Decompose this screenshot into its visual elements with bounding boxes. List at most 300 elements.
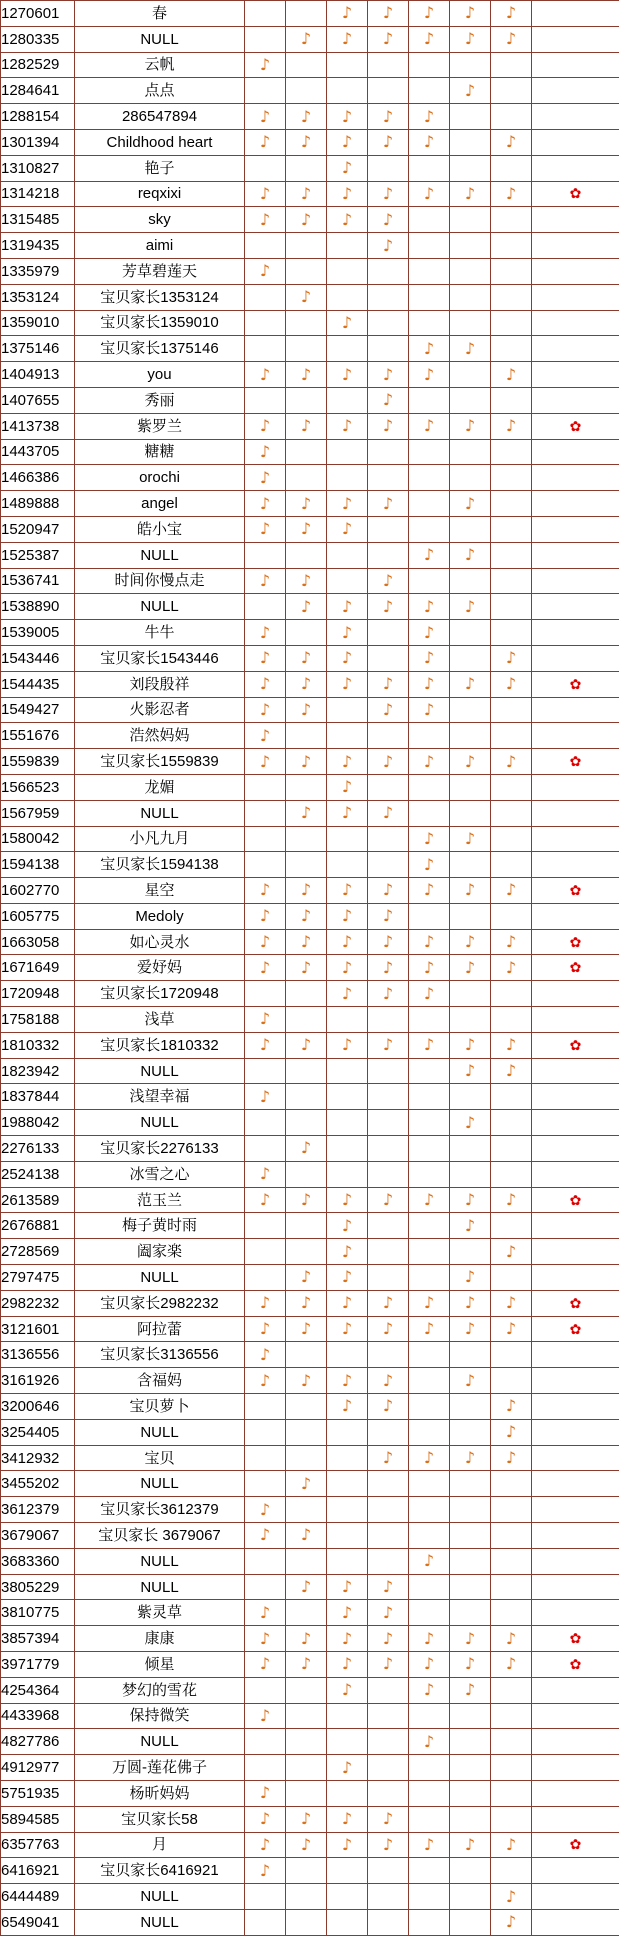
- mark-cell-1: [245, 1574, 286, 1600]
- mark-cell-5: [409, 542, 450, 568]
- mark-cell-7: [491, 233, 532, 259]
- mark-cell-4: [368, 594, 409, 620]
- music-note-icon: ♪: [259, 1499, 271, 1519]
- music-note-icon: ♪: [259, 1628, 271, 1648]
- mark-cell-1: [245, 104, 286, 130]
- mark-cell-4: [368, 155, 409, 181]
- award-cell: [532, 465, 619, 491]
- mark-cell-1: [245, 1858, 286, 1884]
- mark-cell-1: [245, 1497, 286, 1523]
- music-note-icon: ♪: [464, 957, 476, 977]
- award-cell: [532, 1187, 619, 1213]
- mark-cell-6: [450, 1394, 491, 1420]
- member-id-cell: 1671649: [1, 955, 75, 981]
- mark-cell-1: [245, 929, 286, 955]
- music-note-icon: ♪: [382, 1809, 394, 1829]
- music-note-icon: ♪: [341, 1577, 353, 1596]
- table-row: [1, 1806, 619, 1832]
- mark-cell-6: [450, 1161, 491, 1187]
- music-note-icon: ♪: [259, 1035, 271, 1055]
- member-name-cell: NULL: [75, 594, 245, 620]
- mark-cell-7: [491, 852, 532, 878]
- mark-cell-1: [245, 1703, 286, 1729]
- music-note-icon: ♪: [300, 132, 312, 152]
- music-note-icon: ♪: [341, 674, 353, 694]
- award-cell: [532, 1626, 619, 1652]
- mark-cell-2: [286, 1471, 327, 1497]
- music-note-icon: ♪: [341, 648, 353, 668]
- mark-cell-3: [327, 800, 368, 826]
- mark-cell-1: [245, 1265, 286, 1291]
- mark-cell-5: [409, 1755, 450, 1781]
- mark-cell-1: [245, 1, 286, 27]
- music-note-icon: ♪: [300, 1267, 312, 1287]
- table-row: [1, 155, 619, 181]
- music-note-icon: ♪: [423, 622, 435, 642]
- member-id-cell: 1594138: [1, 852, 75, 878]
- mark-cell-6: [450, 774, 491, 800]
- award-cell: [532, 52, 619, 78]
- mark-cell-2: [286, 1110, 327, 1136]
- member-id-cell: 1353124: [1, 284, 75, 310]
- music-note-icon: ♪: [464, 751, 476, 771]
- mark-cell-1: [245, 749, 286, 775]
- member-name-cell: reqxixi: [75, 181, 245, 207]
- mark-cell-3: [327, 1161, 368, 1187]
- mark-cell-3: [327, 1574, 368, 1600]
- mark-cell-6: [450, 826, 491, 852]
- award-cell: [532, 1161, 619, 1187]
- member-name-cell: 保持微笑: [75, 1703, 245, 1729]
- member-id-cell: 2524138: [1, 1161, 75, 1187]
- mark-cell-6: [450, 1652, 491, 1678]
- mark-cell-1: [245, 1884, 286, 1910]
- mark-cell-1: [245, 1755, 286, 1781]
- mark-cell-3: [327, 1677, 368, 1703]
- mark-cell-7: [491, 1110, 532, 1136]
- mark-cell-7: [491, 1, 532, 27]
- award-cell: [532, 594, 619, 620]
- music-note-icon: ♪: [464, 3, 476, 23]
- music-note-icon: ♪: [341, 1319, 353, 1339]
- mark-cell-1: [245, 1394, 286, 1420]
- mark-cell-1: [245, 568, 286, 594]
- mark-cell-4: [368, 1136, 409, 1162]
- mark-cell-2: [286, 1729, 327, 1755]
- music-note-icon: ♪: [423, 854, 435, 874]
- award-cell: [532, 129, 619, 155]
- mark-cell-5: [409, 1703, 450, 1729]
- award-cell: [532, 749, 619, 775]
- mark-cell-4: [368, 1265, 409, 1291]
- mark-cell-1: [245, 1110, 286, 1136]
- table-row: [1, 1884, 619, 1910]
- member-name-cell: 点点: [75, 78, 245, 104]
- mark-cell-5: [409, 929, 450, 955]
- mark-cell-2: [286, 542, 327, 568]
- mark-cell-4: [368, 749, 409, 775]
- mark-cell-7: [491, 1780, 532, 1806]
- music-note-icon: ♪: [464, 1190, 476, 1210]
- mark-cell-1: [245, 1780, 286, 1806]
- mark-cell-7: [491, 1445, 532, 1471]
- table-row: [1, 1058, 619, 1084]
- mark-cell-7: [491, 1316, 532, 1342]
- mark-cell-1: [245, 1007, 286, 1033]
- award-cell: [532, 697, 619, 723]
- music-note-icon: ♪: [423, 1293, 435, 1313]
- table-row: [1, 78, 619, 104]
- mark-cell-1: [245, 78, 286, 104]
- member-name-cell: 宝贝家长1810332: [75, 1032, 245, 1058]
- table-row: [1, 284, 619, 310]
- member-name-cell: 浩然妈妈: [75, 723, 245, 749]
- mark-cell-1: [245, 1239, 286, 1265]
- award-cell: [532, 233, 619, 259]
- member-name-cell: 芳草碧莲天: [75, 258, 245, 284]
- mark-cell-2: [286, 1316, 327, 1342]
- mark-cell-1: [245, 465, 286, 491]
- mark-cell-6: [450, 1780, 491, 1806]
- music-note-icon: ♪: [341, 803, 353, 823]
- music-note-icon: ♪: [259, 493, 271, 513]
- music-note-icon: ♪: [464, 1035, 476, 1055]
- mark-cell-5: [409, 1084, 450, 1110]
- mark-cell-4: [368, 1213, 409, 1239]
- mark-cell-7: [491, 1187, 532, 1213]
- music-note-icon: ♪: [423, 338, 435, 358]
- mark-cell-2: [286, 1523, 327, 1549]
- member-id-cell: 6416921: [1, 1858, 75, 1884]
- member-id-cell: 4912977: [1, 1755, 75, 1781]
- mark-cell-4: [368, 1187, 409, 1213]
- mark-cell-5: [409, 181, 450, 207]
- music-note-icon: ♪: [259, 416, 271, 436]
- mark-cell-6: [450, 1755, 491, 1781]
- mark-cell-3: [327, 1290, 368, 1316]
- mark-cell-7: [491, 1806, 532, 1832]
- mark-cell-6: [450, 1136, 491, 1162]
- music-note-icon: ♪: [300, 1654, 312, 1674]
- mark-cell-4: [368, 1471, 409, 1497]
- member-name-cell: 艳子: [75, 155, 245, 181]
- table-row: [1, 233, 619, 259]
- member-name-cell: NULL: [75, 1574, 245, 1600]
- member-name-cell: 紫罗兰: [75, 413, 245, 439]
- award-cell: [532, 1652, 619, 1678]
- mark-cell-6: [450, 1574, 491, 1600]
- mark-cell-5: [409, 671, 450, 697]
- mark-cell-5: [409, 1729, 450, 1755]
- mark-cell-5: [409, 1677, 450, 1703]
- mark-cell-4: [368, 1652, 409, 1678]
- table-row: [1, 1187, 619, 1213]
- member-id-cell: 1544435: [1, 671, 75, 697]
- member-name-cell: 阖家楽: [75, 1239, 245, 1265]
- mark-cell-3: [327, 1780, 368, 1806]
- music-note-icon: ♪: [341, 983, 353, 1003]
- mark-cell-4: [368, 620, 409, 646]
- award-cell: [532, 155, 619, 181]
- mark-cell-4: [368, 955, 409, 981]
- music-note-icon: ♪: [505, 1319, 517, 1339]
- mark-cell-5: [409, 645, 450, 671]
- member-name-cell: 宝贝家长1375146: [75, 336, 245, 362]
- award-cell: [532, 516, 619, 542]
- member-name-cell: NULL: [75, 1419, 245, 1445]
- mark-cell-1: [245, 800, 286, 826]
- mark-cell-7: [491, 78, 532, 104]
- table-row: [1, 671, 619, 697]
- mark-cell-7: [491, 439, 532, 465]
- mark-cell-2: [286, 1497, 327, 1523]
- mark-cell-5: [409, 1832, 450, 1858]
- mark-cell-1: [245, 1290, 286, 1316]
- mark-cell-3: [327, 929, 368, 955]
- music-note-icon: ♪: [464, 1293, 476, 1313]
- member-name-cell: 含福妈: [75, 1368, 245, 1394]
- music-note-icon: ♪: [300, 803, 312, 823]
- mark-cell-2: [286, 1187, 327, 1213]
- mark-cell-5: [409, 1239, 450, 1265]
- mark-cell-6: [450, 439, 491, 465]
- mark-cell-1: [245, 1832, 286, 1858]
- music-note-icon: ♪: [382, 364, 394, 384]
- table-row: [1, 1368, 619, 1394]
- mark-cell-6: [450, 1316, 491, 1342]
- table-row: [1, 1703, 619, 1729]
- mark-cell-2: [286, 310, 327, 336]
- mark-cell-7: [491, 1729, 532, 1755]
- mark-cell-1: [245, 1909, 286, 1935]
- music-note-icon: ♪: [259, 261, 271, 281]
- mark-cell-2: [286, 1703, 327, 1729]
- member-id-cell: 2676881: [1, 1213, 75, 1239]
- table-row: [1, 1445, 619, 1471]
- member-id-cell: 1720948: [1, 981, 75, 1007]
- award-cell: [532, 1342, 619, 1368]
- table-body: [1, 1, 619, 1936]
- mark-cell-5: [409, 568, 450, 594]
- member-name-cell: 月: [75, 1832, 245, 1858]
- music-note-icon: ♪: [505, 1061, 517, 1081]
- mark-cell-4: [368, 1832, 409, 1858]
- music-note-icon: ♪: [259, 106, 271, 126]
- award-cell: [532, 1007, 619, 1033]
- table-row: [1, 387, 619, 413]
- music-note-icon: ♪: [505, 751, 517, 771]
- music-note-icon: ♪: [259, 467, 271, 487]
- music-note-icon: ♪: [259, 1860, 271, 1880]
- music-note-icon: ♪: [300, 1138, 312, 1158]
- award-cell: [532, 1368, 619, 1394]
- member-id-cell: 1282529: [1, 52, 75, 78]
- mark-cell-2: [286, 1161, 327, 1187]
- mark-cell-7: [491, 568, 532, 594]
- mark-cell-1: [245, 826, 286, 852]
- mark-cell-5: [409, 207, 450, 233]
- table-row: [1, 929, 619, 955]
- mark-cell-1: [245, 284, 286, 310]
- award-cell: [532, 1290, 619, 1316]
- member-name-cell: 宝贝家长2276133: [75, 1136, 245, 1162]
- music-note-icon: ♪: [505, 648, 517, 668]
- mark-cell-1: [245, 645, 286, 671]
- member-id-cell: 3161926: [1, 1368, 75, 1394]
- music-note-icon: ♪: [341, 957, 353, 977]
- table-row: [1, 852, 619, 878]
- mark-cell-5: [409, 491, 450, 517]
- mark-cell-2: [286, 1394, 327, 1420]
- flower-icon: ✿: [569, 934, 582, 951]
- music-note-icon: ♪: [259, 751, 271, 771]
- music-note-icon: ♪: [382, 957, 394, 977]
- member-name-cell: 杨昕妈妈: [75, 1780, 245, 1806]
- member-name-cell: Medoly: [75, 903, 245, 929]
- table-row: [1, 594, 619, 620]
- mark-cell-2: [286, 697, 327, 723]
- mark-cell-4: [368, 310, 409, 336]
- mark-cell-1: [245, 852, 286, 878]
- award-cell: [532, 903, 619, 929]
- mark-cell-7: [491, 1058, 532, 1084]
- mark-cell-3: [327, 1213, 368, 1239]
- award-cell: [532, 955, 619, 981]
- mark-cell-4: [368, 104, 409, 130]
- mark-cell-4: [368, 903, 409, 929]
- music-note-icon: ♪: [341, 1370, 353, 1390]
- member-name-cell: 宝贝家长6416921: [75, 1858, 245, 1884]
- music-note-icon: ♪: [300, 1525, 312, 1545]
- mark-cell-7: [491, 1239, 532, 1265]
- member-id-cell: 3254405: [1, 1419, 75, 1445]
- mark-cell-6: [450, 1806, 491, 1832]
- mark-cell-3: [327, 1626, 368, 1652]
- flower-icon: ✿: [569, 1321, 582, 1338]
- member-id-cell: 1489888: [1, 491, 75, 517]
- mark-cell-1: [245, 955, 286, 981]
- music-note-icon: ♪: [341, 880, 353, 900]
- mark-cell-1: [245, 1677, 286, 1703]
- mark-cell-7: [491, 1394, 532, 1420]
- mark-cell-2: [286, 1626, 327, 1652]
- table-row: [1, 1342, 619, 1368]
- mark-cell-1: [245, 155, 286, 181]
- table-row: [1, 52, 619, 78]
- table-row: [1, 1548, 619, 1574]
- music-note-icon: ♪: [300, 1577, 312, 1596]
- music-note-icon: ♪: [382, 1448, 394, 1468]
- mark-cell-6: [450, 1, 491, 27]
- mark-cell-2: [286, 1032, 327, 1058]
- member-id-cell: 1567959: [1, 800, 75, 826]
- music-note-icon: ♪: [423, 1551, 435, 1571]
- table-row: [1, 310, 619, 336]
- member-name-cell: you: [75, 362, 245, 388]
- mark-cell-5: [409, 26, 450, 52]
- member-name-cell: 康康: [75, 1626, 245, 1652]
- mark-cell-2: [286, 104, 327, 130]
- mark-cell-1: [245, 1136, 286, 1162]
- table-row: [1, 1239, 619, 1265]
- member-name-cell: 宝贝萝卜: [75, 1394, 245, 1420]
- mark-cell-2: [286, 516, 327, 542]
- mark-cell-5: [409, 336, 450, 362]
- music-note-icon: ♪: [464, 545, 476, 565]
- award-cell: [532, 1419, 619, 1445]
- mark-cell-3: [327, 155, 368, 181]
- member-name-cell: 宝贝家长3136556: [75, 1342, 245, 1368]
- mark-cell-6: [450, 258, 491, 284]
- mark-cell-2: [286, 362, 327, 388]
- award-cell: [532, 1884, 619, 1910]
- music-note-icon: ♪: [423, 183, 435, 203]
- music-note-icon: ♪: [464, 880, 476, 900]
- award-cell: [532, 104, 619, 130]
- music-note-icon: ♪: [341, 1035, 353, 1055]
- music-note-icon: ♪: [259, 54, 271, 74]
- mark-cell-1: [245, 671, 286, 697]
- mark-cell-2: [286, 233, 327, 259]
- award-cell: [532, 1032, 619, 1058]
- member-name-cell: NULL: [75, 1909, 245, 1935]
- mark-cell-5: [409, 955, 450, 981]
- table-row: [1, 1290, 619, 1316]
- mark-cell-6: [450, 620, 491, 646]
- mark-cell-5: [409, 878, 450, 904]
- mark-cell-1: [245, 542, 286, 568]
- mark-cell-3: [327, 568, 368, 594]
- mark-cell-6: [450, 852, 491, 878]
- mark-cell-3: [327, 129, 368, 155]
- music-note-icon: ♪: [341, 1654, 353, 1674]
- music-note-icon: ♪: [259, 1344, 271, 1364]
- music-note-icon: ♪: [423, 596, 435, 616]
- mark-cell-3: [327, 774, 368, 800]
- music-note-icon: ♪: [382, 209, 394, 229]
- mark-cell-3: [327, 749, 368, 775]
- mark-cell-3: [327, 233, 368, 259]
- flower-icon: ✿: [569, 1837, 582, 1854]
- mark-cell-3: [327, 1187, 368, 1213]
- mark-cell-2: [286, 620, 327, 646]
- mark-cell-6: [450, 362, 491, 388]
- music-note-icon: ♪: [341, 1809, 353, 1829]
- music-note-icon: ♪: [423, 132, 435, 152]
- mark-cell-7: [491, 981, 532, 1007]
- mark-cell-5: [409, 52, 450, 78]
- member-id-cell: 1375146: [1, 336, 75, 362]
- member-name-cell: 宝贝家长1353124: [75, 284, 245, 310]
- award-cell: [532, 362, 619, 388]
- mark-cell-2: [286, 568, 327, 594]
- music-note-icon: ♪: [382, 390, 394, 410]
- music-note-icon: ♪: [505, 880, 517, 900]
- mark-cell-6: [450, 104, 491, 130]
- mark-cell-7: [491, 1755, 532, 1781]
- music-note-icon: ♪: [341, 1834, 353, 1854]
- mark-cell-6: [450, 1600, 491, 1626]
- music-note-icon: ♪: [382, 932, 394, 952]
- member-name-cell: NULL: [75, 1548, 245, 1574]
- member-id-cell: 1284641: [1, 78, 75, 104]
- mark-cell-5: [409, 1161, 450, 1187]
- member-id-cell: 1602770: [1, 878, 75, 904]
- member-name-cell: 云帆: [75, 52, 245, 78]
- mark-cell-2: [286, 1677, 327, 1703]
- member-name-cell: 范玉兰: [75, 1187, 245, 1213]
- music-note-icon: ♪: [259, 674, 271, 694]
